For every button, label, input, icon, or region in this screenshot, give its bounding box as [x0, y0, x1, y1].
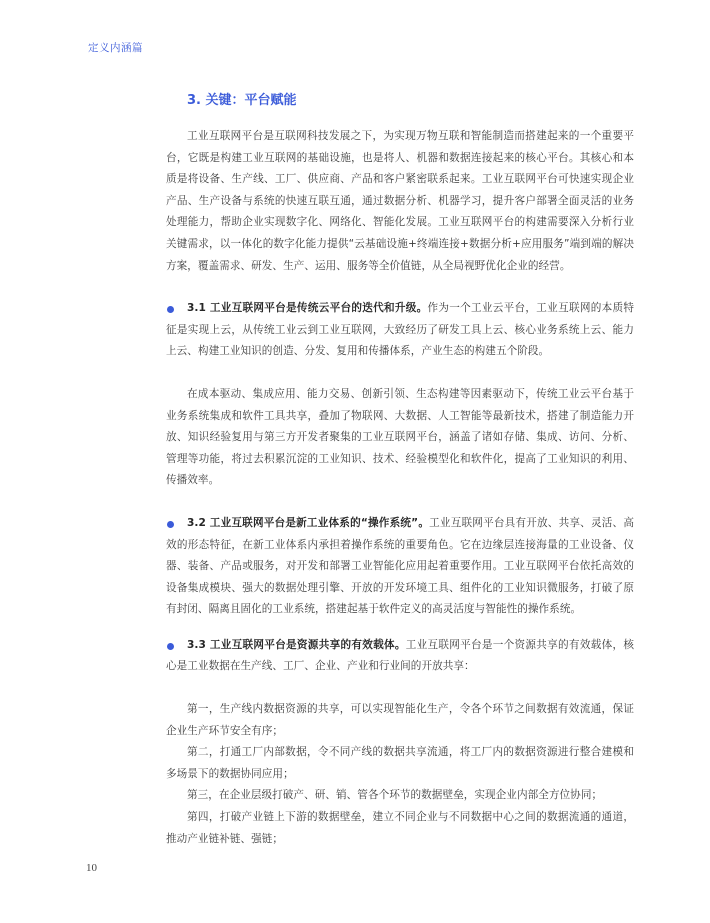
subsection-3-2-body: 工业互联网平台具有开放、共享、灵活、高效的形态特征，在新工业体系内承担着操作系统的重要角色。它在边缘层连接海量的工业设备、仪器、装备、产品或服务，对开发和部署工业智能化应用起着重要作用。工业互联网平台依托高效的设备集成模块、强大的数据处理引擎、开放的开发环境工具、组件化的工业知识微服务，打破了原有封闭、隔离且固化的工业系统，搭建起基于软件定义的高灵活度与智能性的操作系统。 — [166, 516, 634, 616]
page-number: 10 — [86, 862, 97, 874]
running-header: 定义内涵篇 — [88, 42, 143, 54]
bullet-dot-icon — [167, 306, 174, 313]
list-item-third: 第三，在企业层级打破产、研、销、管各个环节的数据壁垒，实现企业内部全方位协同； — [187, 789, 603, 802]
bullet-dot-icon — [167, 521, 174, 528]
subsection-3-3-lead: 3.3 工业互联网平台是资源共享的有效载体。 — [187, 638, 406, 651]
list-item-fourth: 第四，打破产业链上下游的数据壁垒，建立不同企业与不同数据中心之间的数据流通的通道，推动产业链补链、强链； — [166, 811, 634, 845]
subsection-3-1-continued: 在成本驱动、集成应用、能力交易、创新引领、生态构建等因素驱动下，传统工业云平台基于业务系统集成和软件工具共享，叠加了物联网、大数据、人工智能等最新技术，搭建了制造能力开放、知识经验复用与第三方开发者聚集的工业互联网平台，涵盖了诸如存储、集成、访问、分析、管理等功能，将过去积累沉淀的工业知识、技术、经验模型化和软件化，提高了工业知识的利用、传播效率。 — [166, 387, 634, 487]
subsection-3-2-lead: 3.2 工业互联网平台是新工业体系的“操作系统”。 — [187, 516, 430, 529]
section-title: 3. 关键：平台赋能 — [187, 93, 297, 108]
list-item-second: 第二，打通工厂内部数据，令不同产线的数据共享流通，将工厂内的数据资源进行整合建模和多场景下的数据协同应用； — [166, 746, 634, 780]
list-item-first: 第一，生产线内数据资源的共享，可以实现智能化生产，令各个环节之间数据有效流通，保证企业生产环节安全有序； — [166, 703, 634, 737]
subsection-3-1-lead: 3.1 工业互联网平台是传统云平台的迭代和升级。 — [187, 302, 428, 315]
subsection-3-3 — [166, 635, 634, 678]
body-content — [166, 126, 634, 850]
subsection-3-1-body: 作为一个工业云平台，工业互联网的本质特征是实现上云，从传统工业云到工业互联网，大致经历了研发工具上云、核心业务系统上云、能力上云、构建工业知识的创造、分发、复用和传播体系，产业生态的构建五个阶段。 — [166, 302, 634, 358]
subsection-3-2 — [166, 513, 634, 621]
subsection-3-1 — [166, 298, 634, 363]
intro-paragraph: 工业互联网平台是互联网科技发展之下，为实现万物互联和智能制造而搭建起来的一个重要平台，它既是构建工业互联网的基础设施，也是将人、机器和数据连接起来的核心平台。其核心和本质是将设备、生产线、工厂、供应商、产品和客户紧密联系起来。工业互联网平台可快速实现企业产品、生产设备与系统的快速互联互通，通过数据分析、机器学习，提升客户部署全面灵活的业务处理能力，帮助企业实现数字化、网络化、智能化发展。工业互联网平台的构建需要深入分析行业关键需求，以一体化的数字化能力提供“云基础设施+终端连接+数据分析+应用服务”端到端的解决方案，覆盖需求、研发、生产、运用、服务等全价值链，从全局视野优化企业的经营。 — [166, 130, 634, 272]
bullet-dot-icon — [167, 643, 174, 650]
subsection-3-3-body: 工业互联网平台是一个资源共享的有效载体，核心是工业数据在生产线、工厂、企业、产业和行业间的开放共享： — [166, 638, 634, 673]
